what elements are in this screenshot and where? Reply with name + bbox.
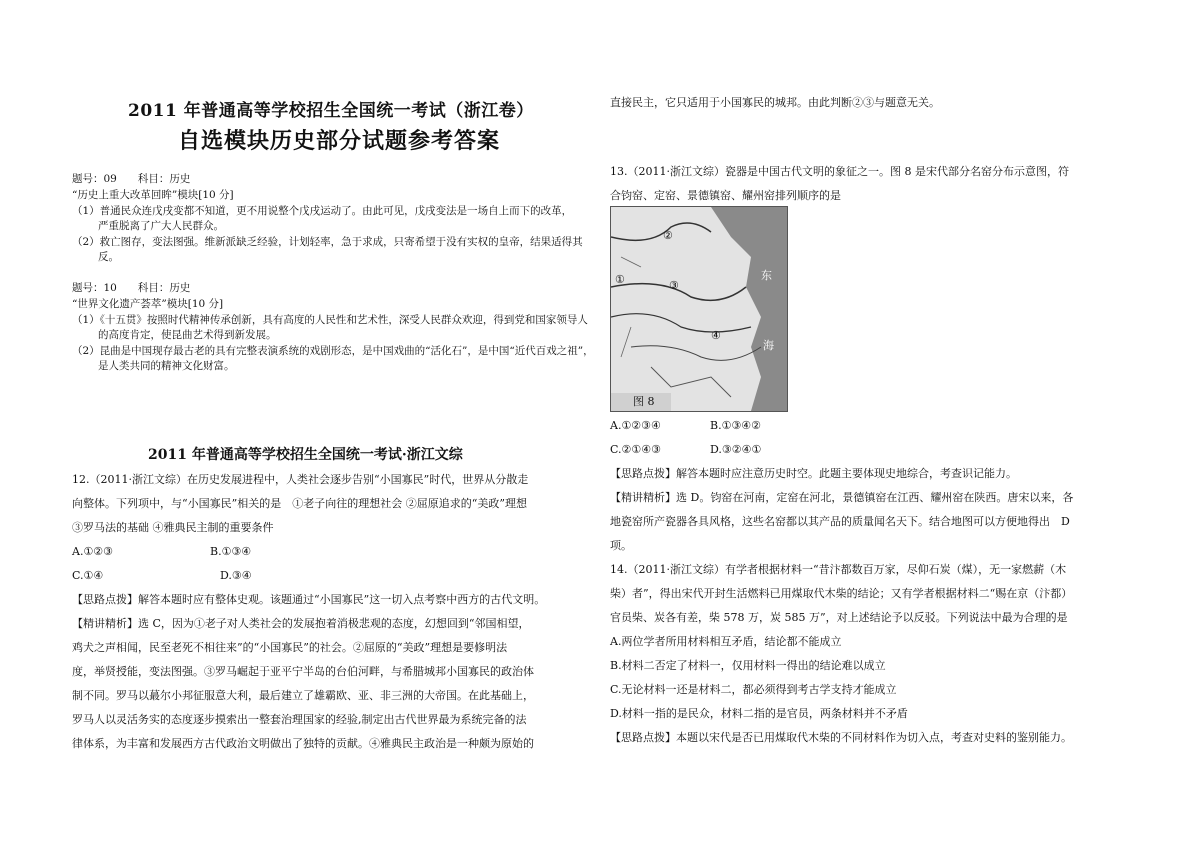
q9-head: 题号：09 科目：历史	[72, 173, 191, 185]
q13-analysis-3: 项。	[610, 539, 632, 552]
q14-line-3: 官员柴、炭各有差，柴 578 万，炭 585 万”，对上述结论予以反驳。下列说法中最为合理的是	[610, 611, 1068, 624]
q12-analysis-2: 鸡犬之声相闻，民至老死不相往来”的“小国寡民”的社会。②屈原的“美政”理想是要修明法	[72, 641, 508, 654]
q12-analysis-6: 律体系，为丰富和发展西方古代政治文明做出了独特的贡献。④雅典民主政治是一种颇为原始的	[72, 737, 534, 750]
q10-module: “世界文化遗产荟萃”模块[10 分]	[72, 298, 224, 310]
exam-title: 2011 年普通高等学校招生全国统一考试（浙江卷）	[128, 101, 534, 121]
map-label-4: ④	[711, 329, 721, 342]
q12-hint: 【思路点拨】解答本题时应有整体史观。该题通过“小国寡民”这一切入点考察中西方的古代文明。	[72, 593, 546, 606]
q14-option-d: D.材料一指的是民众，材料二指的是官员，两条材料并不矛盾	[610, 707, 908, 720]
map-label-3: ③	[669, 279, 679, 292]
q12-analysis-1: 【精讲精析】选 C，因为①老子对人类社会的发展抱着消极悲观的态度，幻想回到“邻国相望，	[72, 617, 530, 630]
q12-option-c: C.①④	[72, 569, 104, 582]
q13-analysis-2: 地瓷窑所产瓷器各具风格，这些名窑都以其产品的质量闻名天下。结合地图可以方便地得出 D	[610, 515, 1070, 528]
q12-line-3: ③罗马法的基础 ④雅典民主制的重要条件	[72, 521, 274, 534]
q12-line-2: 向整体。下列项中，与“小国寡民”相关的是 ①老子向往的理想社会 ②屈原追求的“美政”理想	[72, 497, 527, 510]
exam-title-2: 2011 年普通高等学校招生全国统一考试·浙江文综	[148, 447, 463, 463]
q13-analysis-1: 【精讲精析】选 D。钧窑在河南，定窑在河北，景德镇窑在江西、耀州窑在陕西。唐宋以来，各	[610, 491, 1074, 504]
q12-option-a: A.①②③	[72, 545, 114, 558]
q14-option-c: C.无论材料一还是材料二，都必须得到考古学支持才能成立	[610, 683, 897, 696]
q9-answer-2: （2）救亡图存，变法图强。维新派缺乏经验，计划轻率，急于求成，只寄希望于没有实权的皇帝，结果适得其	[72, 236, 583, 248]
q12-analysis-7: 直接民主，它只适用于小国寡民的城邦。由此判断②③与题意无关。	[610, 96, 940, 109]
q12-line-1: 12.（2011·浙江文综）在历史发展进程中，人类社会逐步告别“小国寡民”时代，世界从分散走	[72, 473, 529, 486]
q12-option-d: D.③④	[220, 569, 252, 582]
q13-option-b: B.①③④②	[710, 419, 762, 432]
q9-answer-1: （1）普通民众连戊戌变都不知道，更不用说整个戊戌运动了。由此可见，戊戌变法是一场自上而下的改革，	[72, 205, 573, 217]
q13-option-d: D.③②④①	[710, 443, 762, 456]
kiln-map-figure	[610, 206, 788, 412]
q12-analysis-4: 制不同。罗马以蕞尔小邦征服意大利，最后建立了雄霸欧、亚、非三洲的大帝国。在此基础上，	[72, 689, 534, 702]
map-label-east: 东	[761, 269, 772, 282]
q14-hint: 【思路点拨】本题以宋代是否已用煤取代木柴的不同材料作为切入点，考查对史料的鉴别能力。	[610, 731, 1072, 744]
q10-answer-2: （2）昆曲是中国现存最古老的具有完整表演系统的戏剧形态，是中国戏曲的“活化石”，是中国“近代百戏之祖”，	[72, 345, 594, 357]
q12-option-b: B.①③④	[210, 545, 252, 558]
q14-option-b: B.材料二否定了材料一，仅用材料一得出的结论难以成立	[610, 659, 886, 672]
q14-option-a: A.两位学者所用材料相互矛盾，结论都不能成立	[610, 635, 842, 648]
q14-line-2: 柴）者”，得出宋代开封生活燃料已用煤取代木柴的结论；又有学者根据材料二“赐在京（汴都）	[610, 587, 1073, 600]
map-graphic	[611, 207, 787, 411]
q13-option-a: A.①②③④	[610, 419, 661, 432]
q9-answer-2-cont: 反。	[98, 251, 119, 263]
q12-analysis-5: 罗马人以灵活务实的态度逐步摸索出一整套治理国家的经验,制定出古代世界最为系统完备的法	[72, 713, 527, 726]
q10-answer-2-cont: 是人类共同的精神文化财富。	[98, 360, 235, 372]
q9-answer-1-cont: 严重脱离了广大人民群众。	[98, 220, 224, 232]
q9-module: “历史上重大改革回眸”模块[10 分]	[72, 189, 234, 201]
map-label-sea: 海	[763, 339, 774, 352]
q13-hint: 【思路点拨】解答本题时应注意历史时空。此题主要体现史地综合，考查识记能力。	[610, 467, 1017, 480]
section-title: 自选模块历史部分试题参考答案	[178, 128, 501, 154]
q13-line-2: 合钧窑、定窑、景德镇窑、耀州窑排列顺序的是	[610, 189, 841, 202]
q12-analysis-3: 度，举贤授能，变法图强。③罗马崛起于亚平宁半岛的台伯河畔，与希腊城邦小国寡民的政治体	[72, 665, 534, 678]
map-label-2: ②	[663, 229, 673, 242]
q14-line-1: 14.（2011·浙江文综）有学者根据材料一“昔汴都数百万家，尽仰石炭（煤），无一家燃薪（木	[610, 563, 1067, 576]
map-label-1: ①	[615, 273, 625, 286]
q10-answer-1-cont: 的高度肯定，使昆曲艺术得到新发展。	[98, 329, 277, 341]
q13-line-1: 13.（2011·浙江文综）瓷器是中国古代文明的象征之一。图 8 是宋代部分名窑分布示意图，符	[610, 165, 1069, 178]
q10-head: 题号：10 科目：历史	[72, 282, 191, 294]
q10-answer-1: （1）《十五贯》按照时代精神传承创新，具有高度的人民性和艺术性，深受人民群众欢迎，得到党和国家领导人	[72, 314, 588, 326]
map-caption: 图 8	[633, 395, 655, 408]
q13-option-c: C.②①④③	[610, 443, 661, 456]
